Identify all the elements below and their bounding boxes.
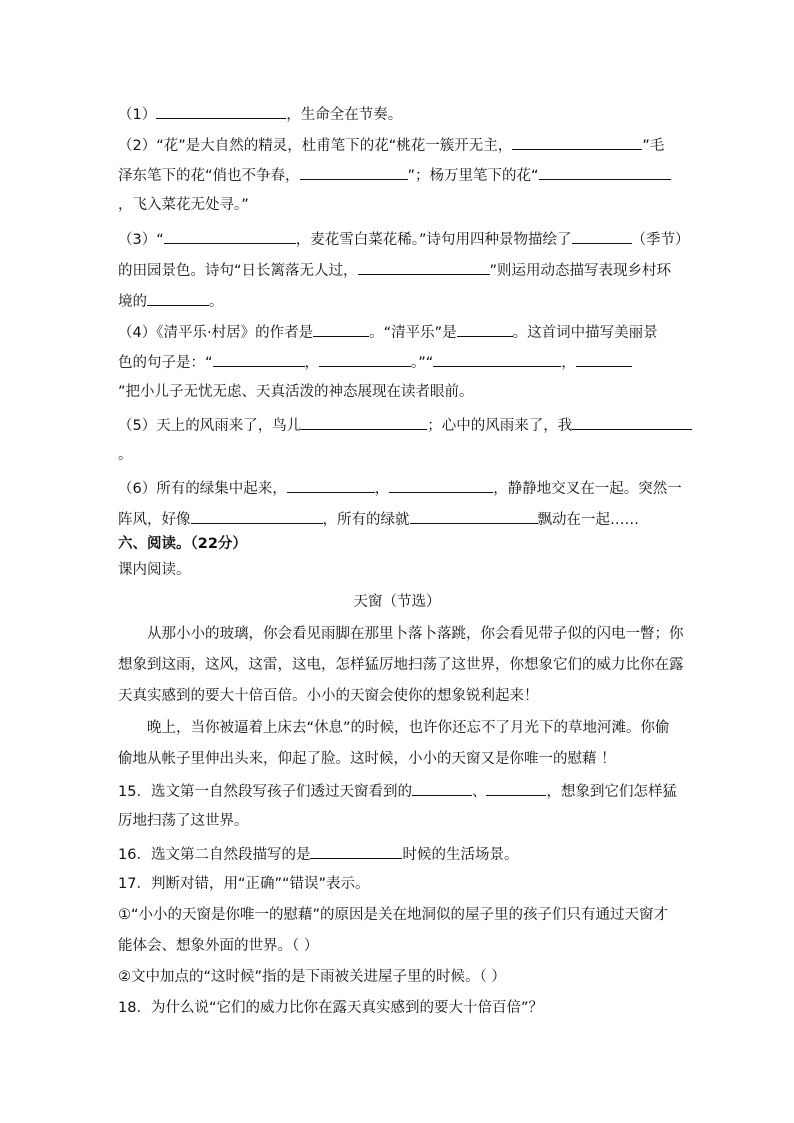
answer-blank[interactable] (310, 843, 402, 859)
passage-p1-line-2: 想象到这雨，这风，这雷，这电，怎样猛厉地扫荡了这世界，你想象它们的威力比你在露 (118, 657, 684, 673)
answer-blank[interactable] (412, 780, 472, 796)
question-5-line-1: （5）天上的风雨来了，鸟儿 ；心中的风雨来了，我 (118, 414, 692, 436)
passage-p2-line-2: 偷地从帐子里伸出头来，仰起了脸。这时候，小小的天窗又是你唯一的慰藉 ！ (118, 751, 616, 767)
question-2-line-3: ，飞入菜花无处寻。” (118, 197, 249, 213)
question-16: 16．选文第二自然段描写的是 时候的生活场景。 (118, 843, 518, 865)
section-heading: 六、阅读。（22分） (118, 536, 247, 552)
answer-blank[interactable] (389, 477, 493, 493)
passage-title: 天窗（节选） (353, 594, 441, 610)
question-3-line-3: 境的 。 (118, 290, 224, 312)
answer-blank[interactable] (433, 351, 561, 367)
question-3-line-2: 的田园景色。诗句“日长篱落无人过， ”则运用动态描写表现乡村环 (118, 259, 671, 281)
question-15-line-2: 厉地扫荡了这世界。 (118, 813, 249, 829)
answer-blank[interactable] (191, 508, 323, 524)
answer-blank[interactable] (572, 228, 632, 244)
answer-blank[interactable] (539, 164, 671, 180)
answer-blank[interactable] (147, 290, 209, 306)
question-17-item-1-line-1: ①“小小的天窗是你唯一的慰藉”的原因是关在地洞似的屋子里的孩子们只有通过天窗才 (118, 907, 669, 923)
answer-blank[interactable] (572, 414, 692, 430)
question-4-line-1: （4）《清平乐·村居》的作者是 。“清平乐”是 。这首词中描写美丽景 (118, 321, 658, 343)
question-15-line-1: 15．选文第一自然段写孩子们透过天窗看到的 、 ，想象到它们怎样猛 (118, 780, 677, 802)
passage-p1-line-3: 天真实感到的要大十倍百倍。小小的天窗会使你的想象锐利起来！ (118, 688, 539, 704)
answer-blank[interactable] (164, 228, 296, 244)
question-17-item-2: ②文中加点的“这时候”指的是下雨被关进屋子里的时候。（ ） (118, 969, 506, 985)
question-1: （1） ，生命全在节奏。 (118, 103, 402, 125)
question-5-line-2: 。 (118, 447, 133, 463)
question-17-item-1-line-2: 能体会、想象外面的世界。（ ） (118, 938, 319, 954)
question-3-line-1: （3）“ ，麦花雪白菜花稀。”诗句用四种景物描绘了 （季节） (118, 228, 690, 250)
answer-blank[interactable] (300, 164, 408, 180)
question-4-line-2: 色的句子是：“ ， 。”“ ， (118, 351, 632, 373)
answer-blank[interactable] (486, 780, 546, 796)
section-subheading: 课内阅读。 (118, 562, 191, 578)
question-2-line-2: 泽东笔下的花“俏也不争春， ”；杨万里笔下的花“ (118, 164, 671, 186)
answer-blank[interactable] (319, 351, 411, 367)
answer-blank[interactable] (287, 477, 375, 493)
answer-blank[interactable] (512, 134, 642, 150)
answer-blank[interactable] (301, 414, 427, 430)
question-18: 18．为什么说“它们的威力比你在露天真实感到的要大十倍百倍”？ (118, 1000, 543, 1016)
question-17-stem: 17．判断对错，用“正确”“错误”表示。 (118, 876, 370, 892)
answer-blank[interactable] (576, 351, 632, 367)
answer-blank[interactable] (410, 508, 538, 524)
answer-blank[interactable] (313, 321, 369, 337)
passage-p1-line-1: 从那小小的玻璃，你会看见雨脚在那里卜落卜落跳，你会看见带子似的闪电一瞥；你 (147, 626, 684, 642)
question-2-line-1: （2）“花”是大自然的精灵，杜甫笔下的花“桃花一簇开无主， ”毛 (118, 134, 664, 156)
answer-blank[interactable] (358, 259, 490, 275)
question-6-line-2: 阵风，好像 ，所有的绿就 飘动在一起…… (118, 508, 639, 530)
passage-p2-line-1: 晚上，当你被逼着上床去“休息”的时候，也许你还忘不了月光下的草地河滩。你偷 (147, 720, 670, 736)
answer-blank[interactable] (156, 103, 286, 119)
question-4-line-3: ”把小儿子无忧无虑、天真活泼的神态展现在读者眼前。 (118, 384, 474, 400)
question-6-line-1: （6）所有的绿集中起来， ， ，静静地交叉在一起。突然一 (118, 477, 682, 499)
answer-blank[interactable] (213, 351, 305, 367)
answer-blank[interactable] (457, 321, 513, 337)
